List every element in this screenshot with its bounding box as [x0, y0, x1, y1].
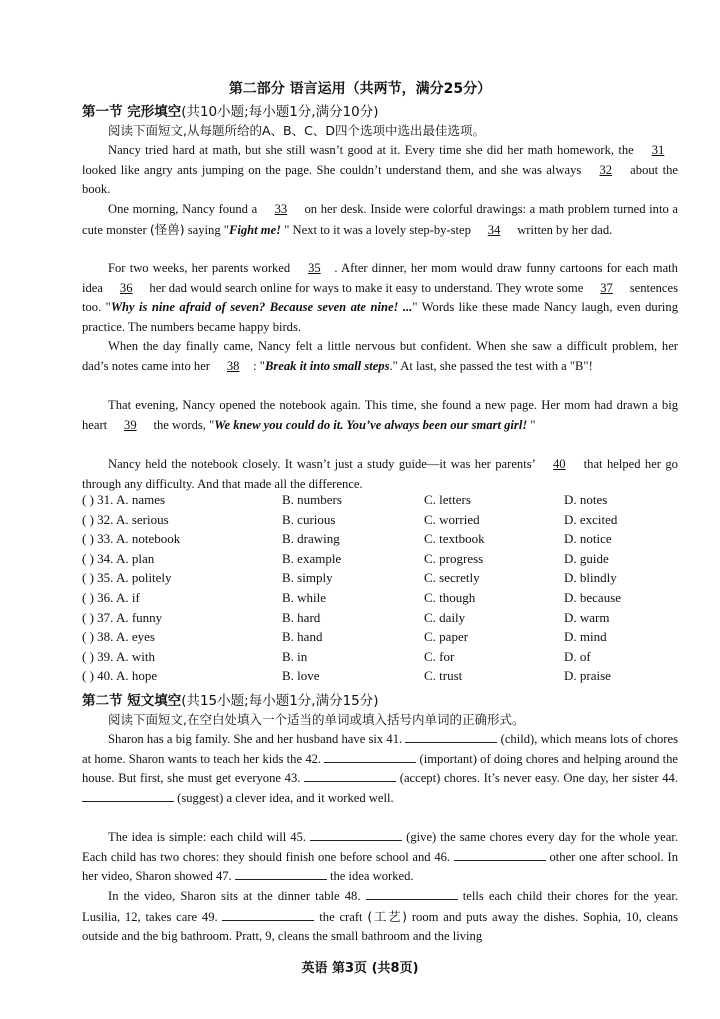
- cloze-paragraph-4: When the day finally came, Nancy felt a little nervous but confident. When she saw a difficult problem, her dad’s notes came into her 38 : "Break it into small steps." At last, she passed the test with a "B"!: [82, 337, 678, 376]
- page-footer: 英语 第3页 (共8页): [301, 961, 419, 976]
- option-a[interactable]: ( ) 37. A. funny: [82, 609, 163, 625]
- option-row: [82, 512, 682, 532]
- section1-instruction: 阅读下面短文,从每题所给的A、B、C、D四个选项中选出最佳选项。: [108, 123, 485, 138]
- option-row: [82, 531, 682, 551]
- part-title: 第二部分 语言运用（共两节，满分25分）: [228, 81, 492, 97]
- option-b[interactable]: B. simply: [282, 570, 333, 586]
- options-grid: [82, 492, 682, 688]
- blank-34[interactable]: 34: [487, 222, 501, 237]
- option-d[interactable]: D. because: [564, 589, 622, 605]
- blank-46[interactable]: [454, 848, 546, 861]
- option-a[interactable]: ( ) 33. A. notebook: [82, 531, 181, 547]
- option-c[interactable]: C. daily: [424, 609, 466, 625]
- option-d[interactable]: D. mind: [564, 629, 607, 645]
- section1-heading: 第一节 完形填空(共10小题;每小题1分,满分10分): [82, 104, 379, 120]
- option-b[interactable]: B. example: [282, 550, 342, 566]
- option-row: [82, 610, 682, 630]
- option-b[interactable]: B. hard: [282, 609, 321, 625]
- option-row: [82, 551, 682, 571]
- option-a[interactable]: ( ) 40. A. hope: [82, 668, 158, 684]
- blank-45[interactable]: [310, 828, 402, 841]
- option-b[interactable]: B. love: [282, 668, 320, 684]
- option-b[interactable]: B. drawing: [282, 531, 340, 547]
- option-a[interactable]: ( ) 35. A. politely: [82, 570, 172, 586]
- option-row: [82, 590, 682, 610]
- blank-48[interactable]: [366, 887, 458, 900]
- option-c[interactable]: C. progress: [424, 550, 484, 566]
- blank-40[interactable]: 40: [552, 457, 566, 471]
- option-a[interactable]: ( ) 32. A. serious: [82, 511, 169, 527]
- option-c[interactable]: C. letters: [424, 492, 471, 507]
- option-a[interactable]: ( ) 34. A. plan: [82, 550, 155, 566]
- option-d[interactable]: D. excited: [564, 511, 618, 527]
- option-c[interactable]: C. worried: [424, 511, 480, 527]
- blank-31[interactable]: 31: [651, 143, 665, 157]
- option-b[interactable]: B. hand: [282, 629, 323, 645]
- section2-instruction: 阅读下面短文,在空白处填入一个适当的单词或填入括号内单词的正确形式。: [108, 712, 525, 727]
- blank-32[interactable]: 32: [599, 162, 613, 177]
- cloze-paragraph-3: For two weeks, her parents worked 35 . After dinner, her mom would draw funny cartoons for each math idea 36 her dad would search online for ways to make it easy to understand. They wrote some 37 sentences too. "Why is nine afraid of seven? Because seven ate nine! ..." Words like these made Nancy laugh, even during practice. The numbers became happy birds.: [82, 261, 679, 334]
- blank-41[interactable]: [405, 730, 497, 743]
- blank-47[interactable]: [235, 867, 327, 880]
- blank-36[interactable]: 36: [119, 280, 133, 295]
- option-row: [82, 570, 682, 590]
- option-row: [82, 649, 682, 669]
- option-d[interactable]: D. praise: [564, 668, 611, 684]
- cloze-paragraph-5: That evening, Nancy opened the notebook again. This time, she found a new page. Her mom had drawn a big heart 39 the words, "We knew you could do it. You’ve always been our smart girl! ": [82, 396, 678, 435]
- blank-39[interactable]: 39: [124, 417, 137, 432]
- option-d[interactable]: D. warm: [564, 609, 610, 625]
- option-c[interactable]: C. textbook: [424, 531, 485, 547]
- blank-44[interactable]: [82, 789, 174, 802]
- blank-35[interactable]: 35: [308, 261, 321, 275]
- option-row: [82, 668, 682, 688]
- blank-33[interactable]: 33: [274, 202, 288, 216]
- option-a[interactable]: ( ) 31. A. names: [82, 492, 166, 507]
- option-c[interactable]: C. for: [424, 648, 455, 664]
- option-b[interactable]: B. while: [282, 589, 327, 605]
- option-a[interactable]: ( ) 39. A. with: [82, 648, 155, 664]
- cloze-paragraph-2: One morning, Nancy found a 33 on her desk. Inside were colorful drawings: a math problem turned into a cute monster (怪兽) saying "Fight me! " Next to it was a lovely step-by-step 34 written by her dad.: [82, 200, 678, 240]
- grammar-paragraph-1: Sharon has a big family. She and her husband have six 41. (child), which means lots of chores at home. Sharon wants to teach her kids the 42. (important) of doing chores and helping around the house. But first, she must get everyone 43. (accept) chores. It’s never easy. One day, her sister 44. (suggest) a clever idea, and it worked well.: [82, 732, 678, 805]
- option-d[interactable]: D. of: [564, 648, 591, 664]
- blank-37[interactable]: 37: [600, 280, 613, 295]
- option-b[interactable]: B. in: [282, 648, 308, 664]
- blank-43[interactable]: [304, 769, 396, 782]
- option-b[interactable]: B. curious: [282, 511, 336, 527]
- blank-42[interactable]: [324, 750, 416, 763]
- grammar-paragraph-3: In the video, Sharon sits at the dinner table 48. tells each child their chores for the year. Lusilia, 12, takes care 49. the craft (工艺) room and puts away the dishes. Sophia, 10, cleans outside and the big bathroom. Pratt, 9, cleans the small bathroom and the living: [82, 889, 678, 944]
- option-row: [82, 629, 682, 649]
- option-row: [82, 492, 682, 512]
- option-d[interactable]: D. notice: [564, 531, 612, 547]
- blank-38[interactable]: 38: [226, 358, 240, 373]
- grammar-paragraph-2: The idea is simple: each child will 45. (give) the same chores every day for the whole year. Each child has two chores: they should finish one before school and 46. other one after school. In her video, Sharon showed 47. the idea worked.: [82, 830, 678, 884]
- option-c[interactable]: C. trust: [424, 668, 463, 684]
- option-c[interactable]: C. secretly: [424, 570, 480, 586]
- option-c[interactable]: C. though: [424, 589, 476, 605]
- option-c[interactable]: C. paper: [424, 629, 469, 645]
- option-d[interactable]: D. blindly: [564, 570, 617, 586]
- cloze-paragraph-6: Nancy held the notebook closely. It wasn’t just a study guide—it was her parents’ 40 that helped her go through any difficulty. And that made all the difference.: [82, 457, 678, 491]
- section2-heading: 第二节 短文填空(共15小题;每小题1分,满分15分): [82, 693, 379, 709]
- blank-49[interactable]: [222, 908, 314, 921]
- option-b[interactable]: B. numbers: [282, 492, 342, 507]
- option-a[interactable]: ( ) 38. A. eyes: [82, 629, 155, 645]
- cloze-paragraph-1: Nancy tried hard at math, but she still wasn’t good at it. Every time she did her math homework, the 31 looked like angry ants jumping on the page. She couldn’t understand them, and she was always 32 about the book.: [82, 143, 678, 197]
- option-a[interactable]: ( ) 36. A. if: [82, 589, 140, 605]
- option-d[interactable]: D. notes: [564, 492, 608, 507]
- option-d[interactable]: D. guide: [564, 550, 609, 566]
